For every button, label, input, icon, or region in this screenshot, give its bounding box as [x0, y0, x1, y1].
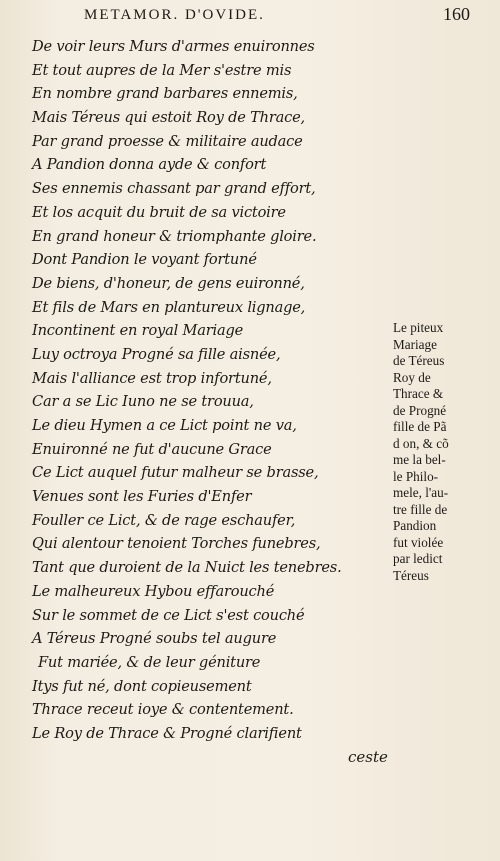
- verse-line: Et fils de Mars en plantureux lignage,: [32, 298, 306, 316]
- verse-line: Sur le sommet de ce Lict s'est couché: [32, 606, 305, 624]
- verse-line: Dont Pandion le voyant fortuné: [32, 251, 257, 269]
- verse-line: A Téreus Progné soubs tel augure: [32, 630, 277, 648]
- verse-line: Venues sont les Furies d'Enfer: [32, 488, 252, 506]
- gloss-line: Thrace &: [393, 386, 444, 401]
- gloss-line: mele, l'au-: [393, 485, 449, 500]
- gloss-line: le Philo-: [393, 468, 439, 484]
- gloss-line: Téreus: [393, 567, 429, 583]
- gloss-line: d on, & cõ: [393, 435, 449, 451]
- marginal-gloss: [393, 320, 493, 584]
- gloss-line: tre fille de: [393, 501, 448, 517]
- gloss-line: fille de Pã: [393, 419, 447, 434]
- verse-line: Itys fut né, dont copieusement: [32, 677, 252, 695]
- verse-line: Le Roy de Thrace & Progné clarifient: [32, 724, 302, 742]
- verse-line: Tant que duroient de la Nuict les tenebres.: [32, 559, 342, 577]
- page-header: [0, 4, 500, 26]
- verse-line: A Pandion donna ayde & confort: [32, 156, 267, 174]
- verse-line: En grand honeur & triomphante gloire.: [32, 227, 317, 245]
- gloss-line: Pandion: [393, 518, 437, 533]
- gloss-line: par ledict: [393, 551, 443, 566]
- verse-line: Fut mariée, & de leur géniture: [38, 653, 261, 671]
- gloss-line: Le piteux: [393, 320, 444, 335]
- verse-line: Car a se Lic Iuno ne se trouua,: [32, 393, 254, 411]
- gloss-line: de Progné: [393, 402, 447, 418]
- page-number: 160: [443, 4, 470, 24]
- verse-line: Fouller ce Lict, & de rage eschaufer,: [32, 511, 296, 529]
- verse-line: Le dieu Hymen a ce Lict point ne va,: [32, 417, 297, 434]
- verse-line: Ses ennemis chassant par grand effort,: [32, 180, 316, 198]
- verse-line: Mais Téreus qui estoit Roy de Thrace,: [32, 109, 305, 127]
- verse-line: Ce Lict auquel futur malheur se brasse,: [32, 464, 319, 482]
- verse-block: [32, 35, 352, 746]
- verse-line: Luy octroya Progné sa fille aisnée,: [32, 345, 281, 363]
- catchword: ceste: [348, 748, 388, 766]
- verse-line: De voir leurs Murs d'armes enuironnes: [32, 38, 315, 55]
- gloss-line: me la bel-: [393, 452, 446, 467]
- verse-line: Par grand proesse & militaire audace: [32, 132, 303, 150]
- verse-line: Mais l'alliance est trop infortuné,: [32, 369, 272, 387]
- verse-line: Et los acquit du bruit de sa victoire: [32, 203, 286, 221]
- verse-line: Et tout aupres de la Mer s'estre mis: [32, 61, 292, 79]
- running-head: METAMOR. D'OVIDE.: [84, 7, 265, 23]
- verse-line: Incontinent en royal Mariage: [32, 322, 244, 340]
- verse-line: Qui alentour tenoient Torches funebres,: [32, 535, 321, 553]
- verse-line: De biens, d'honeur, de gens euironné,: [32, 274, 305, 292]
- verse-line: Thrace receut ioye & contentement.: [32, 701, 294, 719]
- verse-line: Enuironné ne fut d'aucune Grace: [32, 440, 272, 458]
- gloss-line: Mariage: [393, 336, 437, 352]
- verse-line: Le malheureux Hybou effarouché: [32, 582, 275, 600]
- gloss-line: fut violée: [393, 534, 444, 550]
- verse-line: En nombre grand barbares ennemis,: [32, 85, 298, 103]
- gloss-line: Roy de: [393, 369, 431, 385]
- gloss-line: de Téreus: [393, 353, 445, 368]
